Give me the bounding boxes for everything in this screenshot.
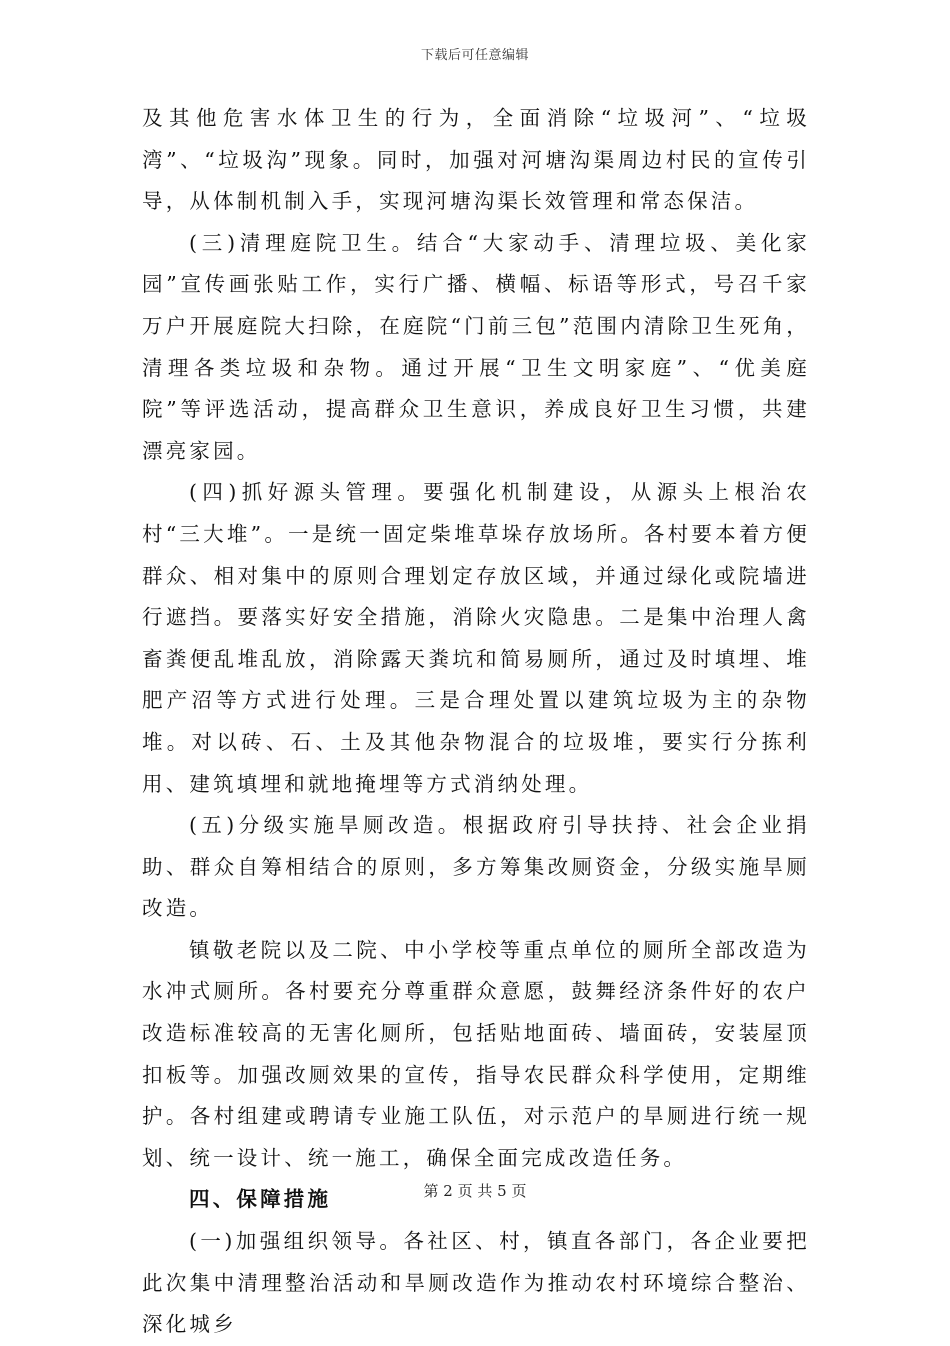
page-number: 第 2 页 共 5 页 (423, 1182, 527, 1200)
paragraph-toilet-renovation: (五)分级实施旱厕改造。根据政府引导扶持、社会企业捐助、群众自筹相结合的原则，多方筹集改厕资金，分级实施旱厕改造。 (142, 813, 810, 921)
paragraph-key-units: 镇敬老院以及二院、中小学校等重点单位的厕所全部改造为水冲式厕所。各村要充分尊重群众意愿，鼓舞经济条件好的农户改造标准较高的无害化厕所，包括贴地面砖、墙面砖，安装屋顶扣板等。加强改厕效果的宣传，指导农民群众科学使用，定期维护。各村组建或聘请专业施工队伍，对示范户的旱厕进行统一规划、统一设计、统一施工，确保全面完成改造任务。 (142, 937, 810, 1170)
document-body (142, 98, 810, 1346)
paragraph-courtyard-hygiene: (三)清理庭院卫生。结合“大家动手、清理垃圾、美化家园”宣传画张贴工作，实行广播、横幅、标语等形式，号召千家万户开展庭院大扫除，在庭院“门前三包”范围内清除卫生死角，清理各类垃圾和杂物。通过开展“卫生文明家庭”、“优美庭院”等评选活动，提高群众卫生意识，养成良好卫生习惯，共建漂亮家园。 (142, 230, 810, 463)
paragraph-organization-leadership: (一)加强组织领导。各社区、村，镇直各部门，各企业要把此次集中清理整治活动和旱厕改造作为推动农村环境综合整治、深化城乡 (142, 1229, 810, 1337)
paragraph-continuation: 及其他危害水体卫生的行为，全面消除“垃圾河”、“垃圾湾”、“垃圾沟”现象。同时，加强对河塘沟渠周边村民的宣传引导，从体制机制入手，实现河塘沟渠长效管理和常态保洁。 (142, 106, 810, 214)
section-heading-safeguards: 四、保障措施 (189, 1187, 332, 1212)
paragraph-source-management: (四)抓好源头管理。要强化机制建设，从源头上根治农村“三大堆”。一是统一固定柴堆草垛存放场所。各村要本着方便群众、相对集中的原则合理划定存放区域，并通过绿化或院墙进行遮挡。要落实好安全措施，消除火灾隐患。二是集中治理人禽畜粪便乱堆乱放，消除露天粪坑和简易厕所，通过及时填埋、堆肥产沼等方式进行处理。三是合理处置以建筑垃圾为主的杂物堆。对以砖、石、土及其他杂物混合的垃圾堆，要实行分拣利用、建筑填埋和就地掩埋等方式消纳处理。 (142, 480, 810, 796)
page-header-note: 下载后可任意编辑 (420, 48, 529, 63)
